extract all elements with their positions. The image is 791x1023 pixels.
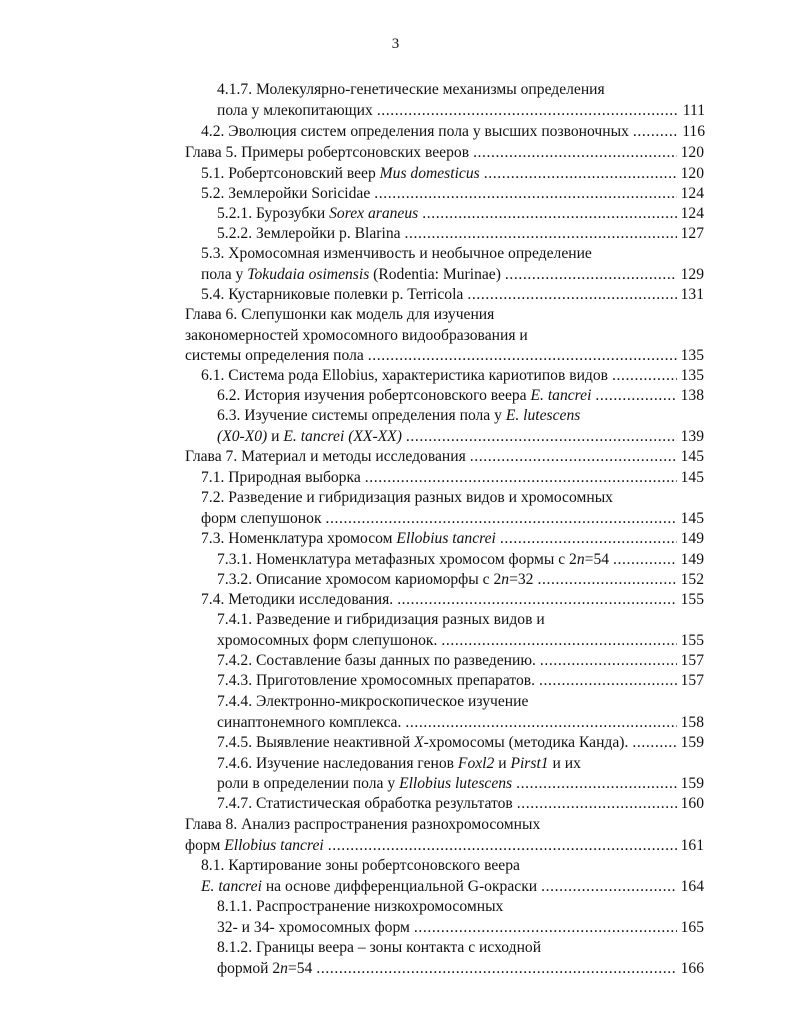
toc-page-number: 157 [680, 652, 704, 669]
toc-text-segment: 7.1. Природная выборка [201, 469, 361, 486]
dot-leader [505, 264, 677, 286]
toc-entry-title [201, 876, 537, 898]
toc-text-segment: 7.4.2. Составление базы данных по разведению. [217, 652, 536, 669]
toc-text-segment: 8.1.1. Распространение низкохромосомных [217, 898, 504, 915]
toc-text-segment: =54 [287, 960, 313, 977]
dot-leader [377, 100, 679, 122]
toc-text-segment: и [494, 755, 511, 772]
toc-entry [217, 773, 704, 795]
toc-entry-title [217, 691, 528, 713]
toc-entry [217, 549, 704, 571]
toc-text-segment: 7.4.7. Статистическая обработка результатов [217, 795, 513, 812]
toc-entry [201, 264, 704, 286]
toc-page-number: 111 [682, 102, 705, 119]
toc-entry [185, 325, 635, 347]
dot-leader [516, 773, 677, 795]
toc-entry-title [217, 223, 401, 245]
toc-entry [201, 508, 704, 530]
toc-text-segment: 7.3. Номенклатура хромосом [201, 530, 397, 547]
toc-entry [217, 712, 704, 734]
toc-italic-segment: n [501, 571, 510, 588]
toc-text-segment: пола у [201, 266, 248, 283]
toc-text-segment: (Rodentia: Murinae) [369, 266, 501, 283]
toc-page-number: 138 [680, 387, 704, 404]
toc-text-segment: Глава 6. Слепушонки как модель для изучения [185, 306, 495, 323]
toc-page-number: 155 [680, 591, 704, 608]
toc-page-number: 124 [680, 205, 704, 222]
toc-entry [201, 855, 661, 877]
dot-leader [326, 508, 677, 530]
dot-leader [633, 121, 678, 143]
toc-text-segment: =54 [584, 551, 610, 568]
toc-entry-title [217, 203, 418, 225]
dot-leader [374, 183, 676, 205]
toc-entry-title [185, 304, 494, 326]
toc-text-segment: 4.1.7. Молекулярно-генетические механизмы определения [217, 81, 605, 98]
toc-entry-title [201, 243, 592, 265]
toc-text-segment: 6.2. История изучения робертсоновского веера [217, 387, 531, 404]
dot-leader [365, 467, 677, 489]
toc-page-number: 149 [680, 530, 704, 547]
toc-text-segment: 7.4.4. Электронно-микроскопическое изучение [217, 693, 529, 710]
toc-page-number: 165 [680, 919, 704, 936]
toc-text-segment: 6.1. Система рода Ellobius, характеристика кариотипов видов [201, 367, 609, 384]
toc-entry-title [217, 630, 437, 652]
toc-entry-title [217, 549, 609, 571]
toc-italic-segment: Sorex araneus [329, 205, 419, 222]
toc-entry-title [201, 528, 496, 550]
toc-page-number: 135 [680, 347, 704, 364]
toc-entry [217, 609, 677, 631]
toc-text-segment: =32 [509, 571, 534, 588]
toc-entry-title [201, 589, 393, 611]
toc-page-number: 127 [680, 225, 704, 242]
dot-leader [539, 670, 677, 692]
toc-entry-title [201, 121, 629, 143]
toc-entry-title [217, 917, 410, 939]
toc-entry-title [217, 609, 545, 631]
toc-entry [217, 793, 704, 815]
toc-entry-title [185, 142, 469, 164]
toc-entry-title [201, 264, 501, 286]
toc-page-number: 139 [680, 428, 704, 445]
toc-italic-segment: Pirst1 [510, 755, 549, 772]
toc-text-segment: роли в определении пола у [217, 775, 400, 792]
toc-page-number: 157 [680, 672, 704, 689]
toc-text-segment: 6.3. Изучение системы определения пола у [217, 407, 506, 424]
toc-entry [217, 385, 704, 407]
toc-entry-title [201, 855, 520, 877]
toc-page-number: 124 [680, 185, 704, 202]
toc-page-number: 159 [680, 775, 704, 792]
toc-page-number: 161 [680, 837, 704, 854]
toc-entry [201, 284, 704, 306]
toc-entry [217, 753, 677, 775]
dot-leader [541, 876, 676, 898]
toc-entry [201, 467, 704, 489]
toc-entry-title [185, 345, 364, 367]
dot-leader [405, 712, 676, 734]
toc-entry [201, 528, 704, 550]
toc-entry-title [201, 487, 613, 509]
toc-entry [217, 223, 704, 245]
dot-leader [540, 650, 677, 672]
toc-text-segment: 7.4.6. Изучение наследования генов [217, 755, 458, 772]
dot-leader [328, 835, 677, 857]
dot-leader [467, 284, 676, 306]
toc-page-number: 160 [680, 795, 704, 812]
toc-entry [217, 691, 677, 713]
toc-entry [217, 100, 705, 122]
toc-entry-title [201, 163, 480, 185]
toc-entry [185, 345, 704, 367]
toc-italic-segment: Ellobius lutescens [399, 775, 513, 792]
toc-entry-title [217, 712, 401, 734]
toc-entry [217, 896, 677, 918]
toc-page-number: 120 [680, 144, 704, 161]
toc-entry-title [201, 508, 322, 530]
toc-entry [201, 243, 681, 265]
dot-leader [595, 385, 676, 407]
toc-text-segment: хромосомных форм слепушонок. [217, 632, 438, 649]
toc-entry [201, 487, 681, 509]
dot-leader [406, 426, 677, 448]
toc-page-number: 166 [680, 960, 704, 977]
toc-text-segment: 5.2. Землеройки Soricidae [201, 185, 371, 202]
toc-italic-segment: X [414, 734, 424, 751]
toc-text-segment: 7.4. Методики исследования. [201, 591, 394, 608]
toc-italic-segment: Ellobius tancrei [224, 837, 324, 854]
toc-entry [185, 142, 704, 164]
toc-entry-title [217, 732, 628, 754]
toc-entry-title [201, 284, 463, 306]
toc-entry-title [201, 183, 370, 205]
toc-text-segment: 7.4.5. Выявление неактивной [217, 734, 415, 751]
toc-entry-title [217, 896, 503, 918]
dot-leader [316, 958, 676, 980]
toc-text-segment: системы определения пола [185, 347, 364, 364]
dot-leader [517, 793, 677, 815]
toc-text-segment: форм слепушонок [201, 510, 322, 527]
toc-italic-segment: E. tancrei (XX-XX) [283, 428, 402, 445]
toc-entry [217, 203, 704, 225]
toc-text-segment: 7.3.1. Номенклатура метафазных хромосом формы с 2 [217, 551, 577, 568]
toc-entry-title [217, 958, 312, 980]
toc-entry [217, 958, 704, 980]
toc-entry-title [217, 79, 605, 101]
toc-entry-title [217, 793, 513, 815]
toc-entry [201, 121, 705, 143]
toc-entry [201, 183, 704, 205]
toc-italic-segment: Foxl2 [457, 755, 495, 772]
toc-page-number: 152 [680, 571, 704, 588]
toc-entry [217, 937, 677, 959]
toc-italic-segment: n [280, 960, 288, 977]
toc-entry-title [217, 100, 373, 122]
toc-text-segment: 7.4.1. Разведение и гибридизация разных видов и [217, 611, 545, 628]
toc-entry-title [217, 773, 512, 795]
toc-entry [185, 446, 704, 468]
toc-page-number: 120 [680, 165, 704, 182]
toc-text-segment: 5.3. Хромосомная изменчивость и необычное определение [201, 245, 592, 262]
toc-text-segment: 8.1.2. Границы веера – зоны контакта с исходной [217, 939, 542, 956]
dot-leader [473, 142, 677, 164]
toc-entry-title [201, 365, 608, 387]
toc-text-segment: формой 2 [217, 960, 281, 977]
toc-entry [201, 163, 704, 185]
toc-italic-segment: (X0-X0) [217, 428, 268, 445]
toc-page-number: 129 [680, 266, 704, 283]
dot-leader [441, 630, 676, 652]
toc-entry [217, 630, 704, 652]
toc-entry [201, 365, 704, 387]
toc-text-segment: синаптонемного комплекса. [217, 714, 402, 731]
toc-entry [217, 650, 704, 672]
toc-text-segment: -хромосомы (методика Канда). [423, 734, 629, 751]
toc-text-segment: 7.2. Разведение и гибридизация разных видов и хромосомных [201, 489, 613, 506]
toc-text-segment: Глава 8. Анализ распространения разнохромосомных [185, 816, 541, 833]
toc-entry [217, 79, 677, 101]
dot-leader [397, 589, 676, 611]
dot-leader [470, 446, 677, 468]
toc-italic-segment: Mus domesticus [379, 165, 480, 182]
toc-text-segment: и их [548, 755, 581, 772]
dot-leader [632, 732, 676, 754]
toc-page-number: 145 [680, 448, 704, 465]
toc-page-number: 145 [680, 469, 704, 486]
toc-entry-title [217, 670, 535, 692]
toc-entry [201, 876, 704, 898]
toc-text-segment: 7.3.2. Описание хромосом кариоморфы с 2 [217, 571, 502, 588]
toc-text-segment: 8.1. Картирование зоны робертсоновского веера [201, 857, 520, 874]
toc-text-segment: 5.2.1. Бурозубки [217, 205, 330, 222]
toc-entry-title [217, 650, 536, 672]
toc-text-segment: 7.4.3. Приготовление хромосомных препаратов. [217, 672, 536, 689]
toc-entry-title [185, 325, 528, 347]
toc-entry-title [217, 385, 591, 407]
toc-page-number: 131 [680, 286, 704, 303]
dot-leader [422, 203, 676, 225]
toc-italic-segment: E. tancrei [201, 878, 262, 895]
toc-entry-title [217, 753, 581, 775]
toc-page-number: 164 [680, 878, 704, 895]
toc-text-segment: закономерностей хромосомного видообразования и [185, 327, 528, 344]
page-number: 3 [391, 36, 400, 52]
toc-italic-segment: n [576, 551, 585, 568]
toc-entry-title [185, 835, 324, 857]
toc-text-segment: на основе дифференциальной G-окраски [261, 878, 538, 895]
toc-text-segment: Глава 5. Примеры робертсоновских вееров [185, 144, 470, 161]
toc-entry-title [217, 426, 402, 448]
toc-entry [185, 835, 704, 857]
toc-entry-title [201, 467, 361, 489]
dot-leader [484, 163, 677, 185]
toc-text-segment: 32- и 34- хромосомных форм [217, 919, 410, 936]
toc-italic-segment: E. tancrei [530, 387, 592, 404]
toc-text-segment: 4.2. Эволюция систем определения пола у высших позвоночных [201, 123, 629, 140]
toc-page-number: 116 [682, 123, 705, 140]
toc-page-number: 145 [680, 510, 704, 527]
toc-italic-segment: Tokudaia osimensis [247, 266, 370, 283]
toc-text-segment: форм [185, 837, 225, 854]
dot-leader [405, 223, 677, 245]
toc-entry [217, 426, 704, 448]
toc-entry [217, 670, 704, 692]
dot-leader [612, 365, 677, 387]
toc-entry [217, 732, 704, 754]
toc-text-segment: пола у млекопитающих [217, 102, 373, 119]
toc-entry-title [185, 446, 466, 468]
dot-leader [368, 345, 677, 367]
toc-italic-segment: E. lutescens [505, 407, 581, 424]
toc-entry [217, 917, 704, 939]
toc-page-number: 159 [680, 734, 704, 751]
toc-page-number: 155 [680, 632, 704, 649]
toc-entry-title [217, 569, 533, 591]
dot-leader [537, 569, 676, 591]
toc-entry [217, 569, 704, 591]
toc-text-segment: и [267, 428, 284, 445]
toc-entry [201, 589, 704, 611]
toc-page-number: 135 [680, 367, 704, 384]
toc-entry-title [217, 937, 541, 959]
dot-leader [414, 917, 677, 939]
toc-italic-segment: Ellobius tancrei [396, 530, 496, 547]
toc-text-segment: 5.4. Кустарниковые полевки р. Terricola [201, 286, 464, 303]
toc-entry [185, 814, 635, 836]
toc-page-number: 149 [680, 551, 704, 568]
dot-leader [613, 549, 677, 571]
dot-leader [500, 528, 677, 550]
toc-entry [217, 405, 677, 427]
toc-entry-title [217, 405, 580, 427]
toc-text-segment: Глава 7. Материал и методы исследования [185, 448, 466, 465]
toc-text-segment: 5.2.2. Землеройки р. Blarina [217, 225, 401, 242]
toc-entry [185, 304, 635, 326]
toc-text-segment: 5.1. Робертсоновский веер [201, 165, 380, 182]
toc-entry-title [185, 814, 540, 836]
toc-page-number: 158 [680, 714, 704, 731]
